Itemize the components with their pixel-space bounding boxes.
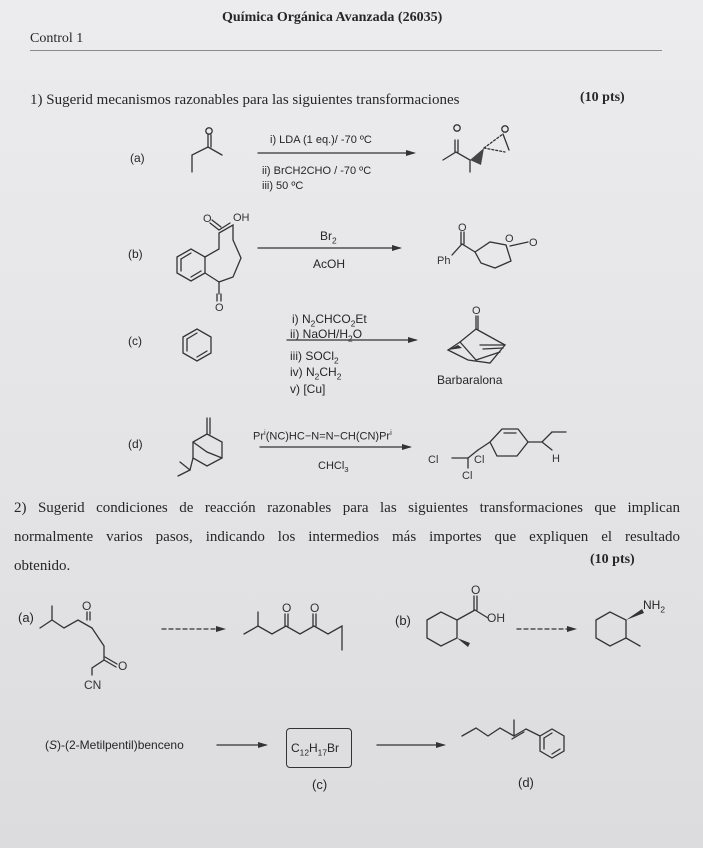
q2b-o-atom: O [471,583,481,597]
q1d-solvent: CHCl$_3$ [318,460,349,475]
q2c-arrow1 [217,742,268,748]
control-label: Control 1 [30,31,84,46]
q2b-oh-atom: OH [487,611,505,625]
q2d-product [462,720,564,758]
q1d-cl1-atom: Cl [428,454,439,466]
q2b-arrow [517,626,577,632]
q2-points: (10 pts) [590,552,635,567]
q1c-arrow [287,337,418,343]
q1d-h-atom: H [552,453,560,465]
q2b-nh2-atom: $NH_2$ [643,598,666,615]
q1d-reagent: $Pr^i(NC)HC-N=N-CH(CN)Pr^i$ [253,428,392,443]
q1c-label: (c) [128,334,142,348]
q1b-oh-atom: OH [233,212,250,224]
q1a-label: (a) [130,151,145,165]
q2d-label: (d) [518,775,534,790]
q2c-arrow2 [377,742,446,748]
q1-prompt: 1) Sugerid mecanismos razonables para las siguientes transformaciones [30,92,460,108]
q1a-product [443,125,509,172]
q1c-barbaralone [448,316,505,363]
q1d-cl2-atom: Cl [474,454,485,466]
course-title: Química Orgánica Avanzada (26035) [222,10,443,25]
q1-points: (10 pts) [580,90,625,105]
q1b-reagent: $Br_2$ [320,229,337,246]
q2b-label: (b) [395,613,411,628]
q1b-start [177,220,241,301]
q1b-solvent: AcOH [313,257,346,271]
q2a-arrow [162,626,226,632]
q2c-label: (c) [312,777,328,792]
q1d-product [452,429,566,468]
barbaralona-label: Barbaralona [437,373,503,387]
q1a-cond2: ii) BrCH2CHO / -70 ºC [262,165,372,177]
q1c-cond3: iii) SOCl$_2$ [290,349,339,366]
q1a-start-ketone [192,128,222,172]
q1c-o-atom: O [472,305,481,317]
q2a-cn-atom: CN [84,678,102,692]
q1c-cond2: ii) NaOH/$H_2O$ [290,327,363,344]
q1b-product [452,232,528,268]
q1a-cond3: iii) 50 ºC [262,180,304,192]
q1d-cl3-atom: Cl [462,470,473,482]
q2-line3: obtenido. [14,558,71,574]
q1c-benzene [183,329,211,361]
q2c-intermediate: $C_{12}H_{17}Br$ [291,741,339,758]
q2c-start: (S)-(2-Metilpentil)benceno [45,738,184,752]
q2a-o2-atom: O [118,659,128,673]
q1a-cond1: i) LDA (1 eq.)/ -70 ºC [270,134,372,146]
q1b-label: (b) [128,247,143,261]
q1b-o1-atom: O [458,222,467,234]
q1a-arrow [258,150,416,156]
q2a-start [40,606,117,675]
q2b-product [596,609,644,646]
q1b-o3-atom: O [529,237,538,249]
q2a-label: (a) [18,610,34,625]
q1b-o-ketone-atom: O [215,302,224,314]
q2a-o4-atom: O [310,601,320,615]
q1c-cond1: i) $N_2CHCO_2Et$ [292,312,367,329]
q1b-arrow [258,245,402,251]
q2a-o3-atom: O [282,601,292,615]
q1b-o-acid-atom: O [203,213,212,225]
q1d-arrow [260,444,412,450]
q2-line2: normalmente varios pasos, indicando los intermedios más importes que expliquen el resultado [14,529,680,545]
q2a-product [244,612,342,650]
q2-line1: 2) Sugerid condiciones de reacción razonables para las siguientes transformaciones que implican [14,500,680,516]
q1c-cond4: iv) $N_2CH_2$ [290,365,342,382]
q2b-start [427,596,488,647]
q1c-cond5: v) [Cu] [290,382,326,396]
q1d-label: (d) [128,437,143,451]
q1d-start [178,418,222,476]
q2a-o1-atom: O [82,599,92,613]
q1b-o2-atom: O [505,233,514,245]
q1b-ph-atom: Ph [437,255,451,267]
